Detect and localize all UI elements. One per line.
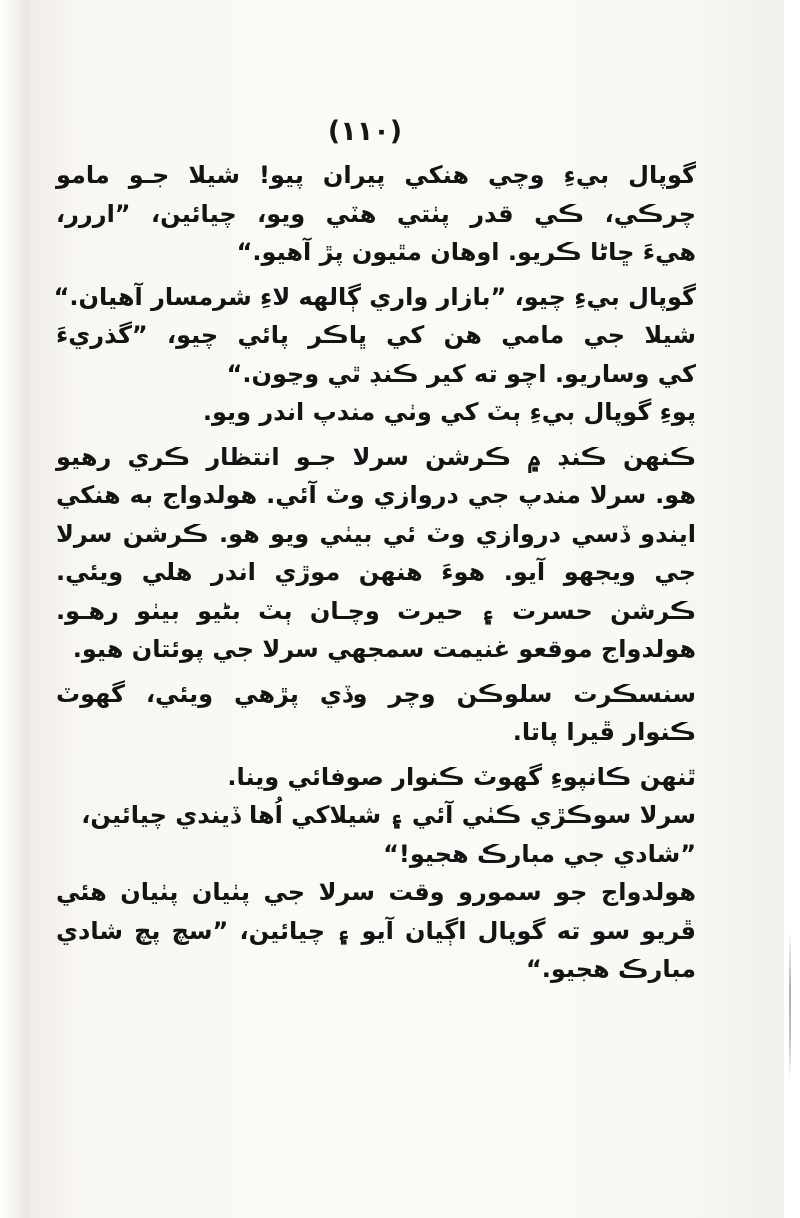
text-line: ڪرشن حسرت ۽ حيرت وچـان ٻٽ بڻيو بيٺو رهـو. (56, 596, 696, 625)
text-line: چرڪي، ڪي قدر پٺتي هٽي ويو، چيائين، ”اررر، (56, 199, 696, 228)
text-line: ڪنوار ڦيرا پاتا. (512, 718, 696, 746)
text-line: گوپال بيءِ وچي هنکي پيران پيو! شيلا جـو مامو (56, 161, 696, 189)
text-line: هيءَ ڇاڻا ڪريو. اوهان مٿيون پڙ آهيو.“ (236, 238, 696, 266)
page-number: (١١٠) (327, 116, 403, 147)
text-line: ڪنهن ڪنڊ ۾ ڪرشن سرلا جـو انتظار ڪري رهيو (56, 442, 696, 471)
text-line: ٿنهن ڪانپوءِ گهوٽ ڪنوار صوفائي وينا. (227, 762, 696, 791)
binding-gutter (0, 0, 28, 1218)
text-line: مبارڪ هجيو.“ (525, 955, 696, 983)
text-line: گوپال بيءِ چيو، ”بازار واري ڳالهه لاءِ شرمسار آهيان.“ (53, 282, 696, 311)
text-line: پوءِ گوپال بيءِ ٻٽ کي وٺي مندپ اندر ويو. (202, 398, 696, 426)
text-line: شيلا جي مامي هن کي ڀاڪر پائي چيو، ”گذريءَ (56, 321, 696, 349)
text-line: ”شادي جي مبارڪ هجيو!“ (383, 839, 696, 868)
text-line: سنسڪرت سلوڪن وچر وڏي پڙهي ويئي، گهوٽ (56, 679, 696, 708)
text-line: کي وساريو. اچو ته کير ڪنڊ ٿي وڃون.“ (226, 359, 696, 388)
text-line: ايندو ڏسي دروازي وٽ ئي بيٺي ويو هو. ڪرشن سرلا (56, 519, 696, 548)
body-text (53, 156, 696, 989)
text-line: هولدواج جو سمورو وقت سرلا جي پٺيان پٺيان هئي (56, 878, 696, 906)
page-edge-mark (789, 930, 791, 1080)
text-line: هو. سرلا مندپ جي دروازي وٽ آئي. هولدواج به هنکي (56, 481, 696, 509)
text-line: جي ويجهو آيو. هوءَ هنهن موڙي اندر هلي ويئي. (56, 558, 696, 586)
text-line: سرلا سوڪڙي ڪٺي آئي ۽ شيلاکي اُها ڏيندي چيائين، (81, 801, 696, 829)
text-line: هولدواج موقعو غنيمت سمجهي سرلا جي پوئتان هيو. (72, 635, 696, 663)
text-line: ڦريو سو ته گوپال اڳيان آيو ۽ چيائين، ”سچ پچ شادي (56, 916, 696, 945)
